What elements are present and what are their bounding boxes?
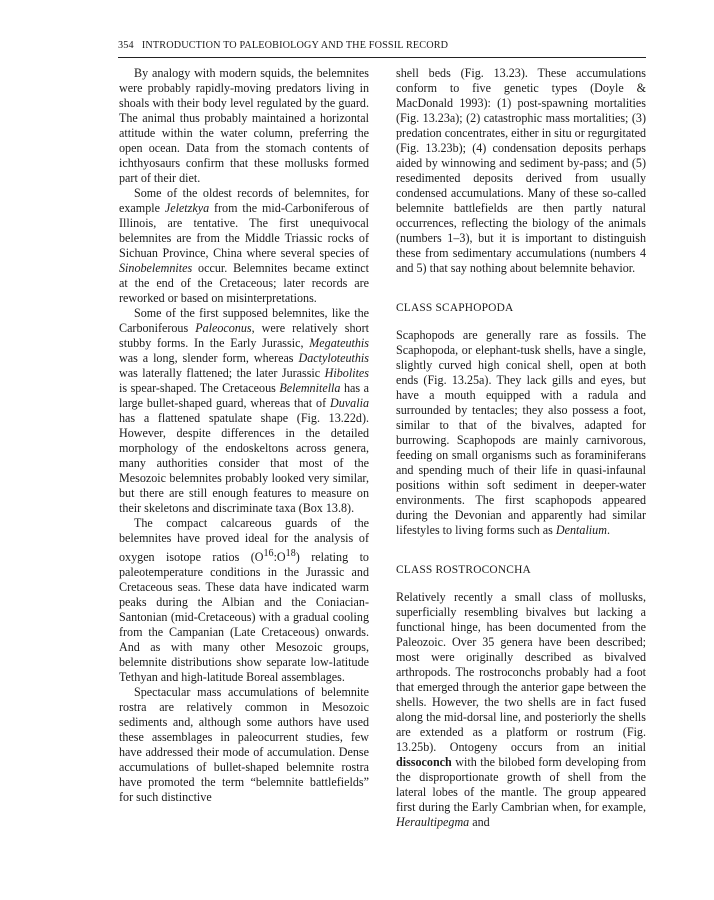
paragraph-mass-accumulations: Spectacular mass accumulations of belemnite rostra are relatively common in Mesozoic sediments and, although some authors have used these assemblages in paleocurrent studies, few have addressed their mode of accumulation. Dense accumulations of bullet-shaped belemnite rostra have promoted the term “belemnite battlefields” for such distinctive bbox=[119, 685, 369, 805]
paragraph-oldest-records: Some of the oldest records of belemnites, for example Jeletzkya from the mid-Carboniferous of Illinois, are tentative. The first unequivocal belemnites are from the Middle Triassic rocks of Sichuan Province, China where several species of Sinobelemnites occur. Belemnites became extinct at the end of the Cretaceous; later records are reworked or based on misinterpretations. bbox=[119, 186, 369, 305]
paragraph-oxygen-isotopes: The compact calcareous guards of the belemnites have proved ideal for the analysis of oxygen isotope ratios $(O^{16}:O^{18})$ relating to paleotemperature conditions in the Jurassic and Cretaceous seas. These data have indicated warm peaks during the Albian and the Coniacian-Santonian (mid-Cretaceous) with a gradual cooling from the Campanian (Late Cretaceous) onwards. And as with many other Mesozoic groups, belemnite distributions show separate low-latitude Tethyan and high-latitude Boreal assemblages. bbox=[119, 516, 369, 685]
isotope-superscript: 16 bbox=[263, 548, 274, 559]
section-heading-rostroconcha: CLASS ROSTROCONCHA bbox=[396, 564, 531, 576]
paragraph-rostroconchs: Relatively recently a small class of mollusks, superficially resembling bivalves but lacking a functional hinge, has been documented from the Paleozoic. Over 35 genera have been described; most were originally described as bivalved arthropods. The rostroconchs probably had a foot that emerged through the anterior gape between the shells. However, the two shells are in fact fused along the mid-dorsal line, and posteriorly the shells are extended as a platform or rostrum (Fig. 13.25b). Ontogeny occurs from an initial dissoconch with the bilobed form developing from the disproportionate growth of shell from the lateral lobes of the mantle. The group appeared first during the Early Cambrian when, for example, Heraultipegma and bbox=[396, 590, 646, 829]
book-title: INTRODUCTION TO PALEOBIOLOGY AND THE FOSSIL RECORD bbox=[141, 40, 449, 51]
taxon-paleoconus: Paleoconus bbox=[195, 321, 252, 335]
paragraph-shell-beds: shell beds (Fig. 13.23). These accumulations conform to five genetic types (Doyle & MacDonald 1993): (1) post-spawning mortalities (Fig. 13.23a); (2) catastrophic mass mortalities; (3) predation concentrates, either in situ or regurgitated (Fig. 13.23b); (4) condensation deposits perhaps aided by winnowing and sediment by-pass; and (5) resedimented deposits derived from usually condensed accumulations. Many of these so-called belemnite battlefields are then partly natural occurrences, reflecting the biology of the animals (numbers 1–3), but it is important to distinguish these from sedimentary accumulations (numbers 4 and 5) that say nothing about belemnite behavior. bbox=[396, 66, 646, 275]
taxon-megateuthis: Megateuthis bbox=[309, 336, 369, 350]
running-head bbox=[118, 40, 448, 51]
taxon-belemnitella: Belemnitella bbox=[279, 381, 341, 395]
taxon-hibolites: Hibolites bbox=[324, 366, 369, 380]
taxon-sinobelemnites: Sinobelemnites bbox=[119, 261, 193, 275]
taxon-duvalia: Duvalia bbox=[330, 396, 369, 410]
paragraph-belemnite-predators: By analogy with modern squids, the belemnites were probably rapidly-moving predators living in shoals with their body level regulated by the guard. The animal thus probably maintained a horizontal attitude within the water column, preferring the open ocean. Data from the stomach contents of ichthyosaurs confirm that these mollusks formed part of their diet. bbox=[119, 66, 369, 185]
section-heading-scaphopoda: CLASS SCAPHOPODA bbox=[396, 302, 514, 314]
page-number: 354 bbox=[118, 40, 134, 51]
paragraph-belemnite-forms: Some of the first supposed belemnites, like the Carboniferous Paleoconus, were relatively short stubby forms. In the Early Jurassic, Megateuthis was a long, slender form, whereas Dactyloteuthis was laterally flattened; the later Jurassic Hibolites is spear-shaped. The Cretaceous Belemnitella has a large bullet-shaped guard, whereas that of Duvalia has a flattened spatulate shape (Fig. 13.22d). However, despite differences in the detailed morphology of the endoskeltons across genera, many authorities consider that most of the Mesozoic belemnites probably looked very similar, but there are still enough features to measure on their skeletons and discriminate taxa (Box 13.8). bbox=[119, 306, 369, 515]
taxon-jeletzkya: Jeletzkya bbox=[164, 201, 210, 215]
right-column bbox=[396, 66, 646, 830]
term-dissoconch: dissoconch bbox=[396, 755, 452, 769]
isotope-superscript: 18 bbox=[285, 548, 296, 559]
left-column bbox=[119, 66, 369, 805]
taxon-heraultipegma: Heraultipegma bbox=[396, 815, 470, 829]
paragraph-scaphopods: Scaphopods are generally rare as fossils. The Scaphopoda, or elephant-tusk shells, have a single, slightly curved high conical shell, open at both ends (Fig. 13.25a). They lack gills and eyes, but have a mouth equipped with a radula and surrounded by tentacles; they also possess a foot, similar to that of the bivalves, adapted for burrowing. Scaphopods are mainly carnivorous, feeding on small organisms such as foraminiferans and spending much of their life in quasi-infaunal positions within soft sediment in deeper-water environments. The first scaphopods appeared during the Devonian and apparently had similar lifestyles to living forms such as Dentalium. bbox=[396, 328, 646, 537]
taxon-dentalium: Dentalium bbox=[555, 523, 607, 537]
header-rule bbox=[118, 57, 646, 58]
taxon-dactyloteuthis: Dactyloteuthis bbox=[298, 351, 369, 365]
